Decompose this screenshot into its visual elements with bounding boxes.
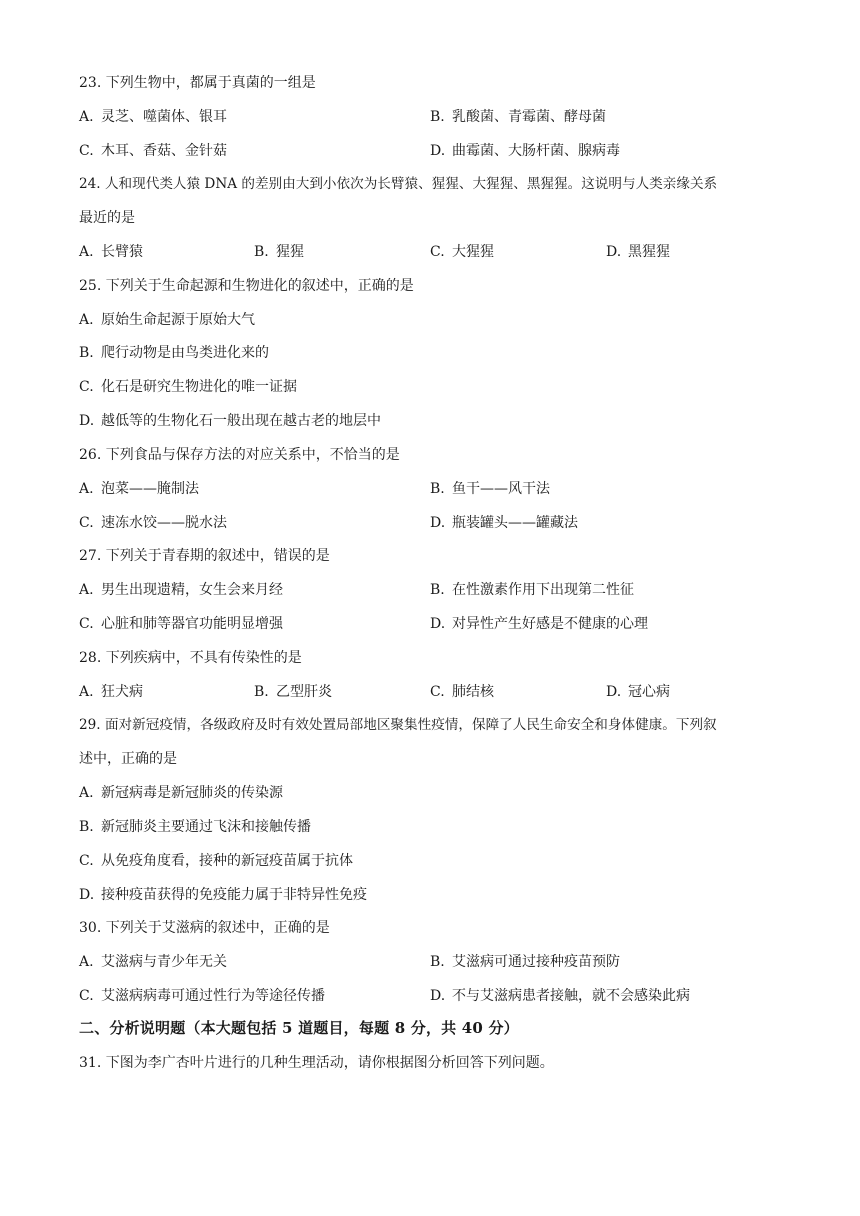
question-27-option-a: A. 男生出现遗精，女生会来月经 (79, 582, 283, 598)
question-26-option-a: A. 泡菜——腌制法 (79, 481, 199, 497)
question-23-option-c: C. 木耳、香菇、金针菇 (79, 143, 227, 159)
question-30-option-b: B. 艾滋病可通过接种疫苗预防 (430, 954, 620, 970)
question-24-option-d: D. 黑猩猩 (606, 244, 670, 260)
question-23-option-d: D. 曲霉菌、大肠杆菌、腺病毒 (430, 143, 620, 159)
question-25-stem: 25. 下列关于生命起源和生物进化的叙述中，正确的是 (79, 278, 414, 294)
question-25-option-b: B. 爬行动物是由鸟类进化来的 (79, 345, 269, 361)
question-27-stem: 27. 下列关于青春期的叙述中，错误的是 (79, 548, 330, 564)
question-25-option-a: A. 原始生命起源于原始大气 (79, 312, 255, 328)
question-31-stem: 31. 下图为李广杏叶片进行的几种生理活动，请你根据图分析回答下列问题。 (79, 1055, 554, 1071)
question-26-option-b: B. 鱼干——风干法 (430, 481, 550, 497)
question-24-stem-line-1: 24. 人和现代类人猿 DNA 的差别由大到小依次为长臂猿、猩猩、大猩猩、黑猩猩。这说明与人类亲缘关系 (79, 176, 718, 192)
question-30-option-c: C. 艾滋病病毒可通过性行为等途径传播 (79, 988, 325, 1004)
section-title: 二、分析说明题（本大题包括 5 道题目，每题 8 分，共 40 分） (79, 1019, 519, 1037)
question-29-option-a: A. 新冠病毒是新冠肺炎的传染源 (79, 785, 283, 801)
question-28-option-d: D. 冠心病 (606, 684, 670, 700)
question-27-option-b: B. 在性激素作用下出现第二性征 (430, 582, 634, 598)
question-30-stem: 30. 下列关于艾滋病的叙述中，正确的是 (79, 920, 330, 936)
question-23-option-a: A. 灵芝、噬菌体、银耳 (79, 109, 227, 125)
question-24-stem-line-2: 最近的是 (79, 210, 135, 226)
question-29-option-b: B. 新冠肺炎主要通过飞沫和接触传播 (79, 819, 311, 835)
question-25-option-d: D. 越低等的生物化石一般出现在越古老的地层中 (79, 413, 381, 429)
question-28-option-b: B. 乙型肝炎 (254, 684, 332, 700)
question-25-option-c: C. 化石是研究生物进化的唯一证据 (79, 379, 297, 395)
question-30-option-a: A. 艾滋病与青少年无关 (79, 954, 227, 970)
question-27-option-c: C. 心脏和肺等器官功能明显增强 (79, 616, 283, 632)
question-30-option-d: D. 不与艾滋病患者接触，就不会感染此病 (430, 988, 690, 1004)
question-28-stem: 28. 下列疾病中，不具有传染性的是 (79, 650, 302, 666)
question-29-option-c: C. 从免疫角度看，接种的新冠疫苗属于抗体 (79, 853, 353, 869)
question-24-option-c: C. 大猩猩 (430, 244, 494, 260)
question-24-option-b: B. 猩猩 (254, 244, 304, 260)
question-26-option-c: C. 速冻水饺——脱水法 (79, 515, 227, 531)
question-26-option-d: D. 瓶装罐头——罐藏法 (430, 515, 578, 531)
question-29-option-d: D. 接种疫苗获得的免疫能力属于非特异性免疫 (79, 887, 367, 903)
question-28-option-c: C. 肺结核 (430, 684, 494, 700)
question-27-option-d: D. 对异性产生好感是不健康的心理 (430, 616, 648, 632)
question-24-option-a: A. 长臂猿 (79, 244, 143, 260)
question-28-option-a: A. 狂犬病 (79, 684, 143, 700)
question-29-stem-line-2: 述中，正确的是 (79, 751, 177, 767)
question-26-stem: 26. 下列食品与保存方法的对应关系中，不恰当的是 (79, 447, 400, 463)
question-23-stem: 23. 下列生物中，都属于真菌的一组是 (79, 75, 316, 91)
question-29-stem-line-1: 29. 面对新冠疫情，各级政府及时有效处置局部地区聚集性疫情，保障了人民生命安全和身体健康。下列叙 (79, 717, 717, 733)
question-23-option-b: B. 乳酸菌、青霉菌、酵母菌 (430, 109, 606, 125)
